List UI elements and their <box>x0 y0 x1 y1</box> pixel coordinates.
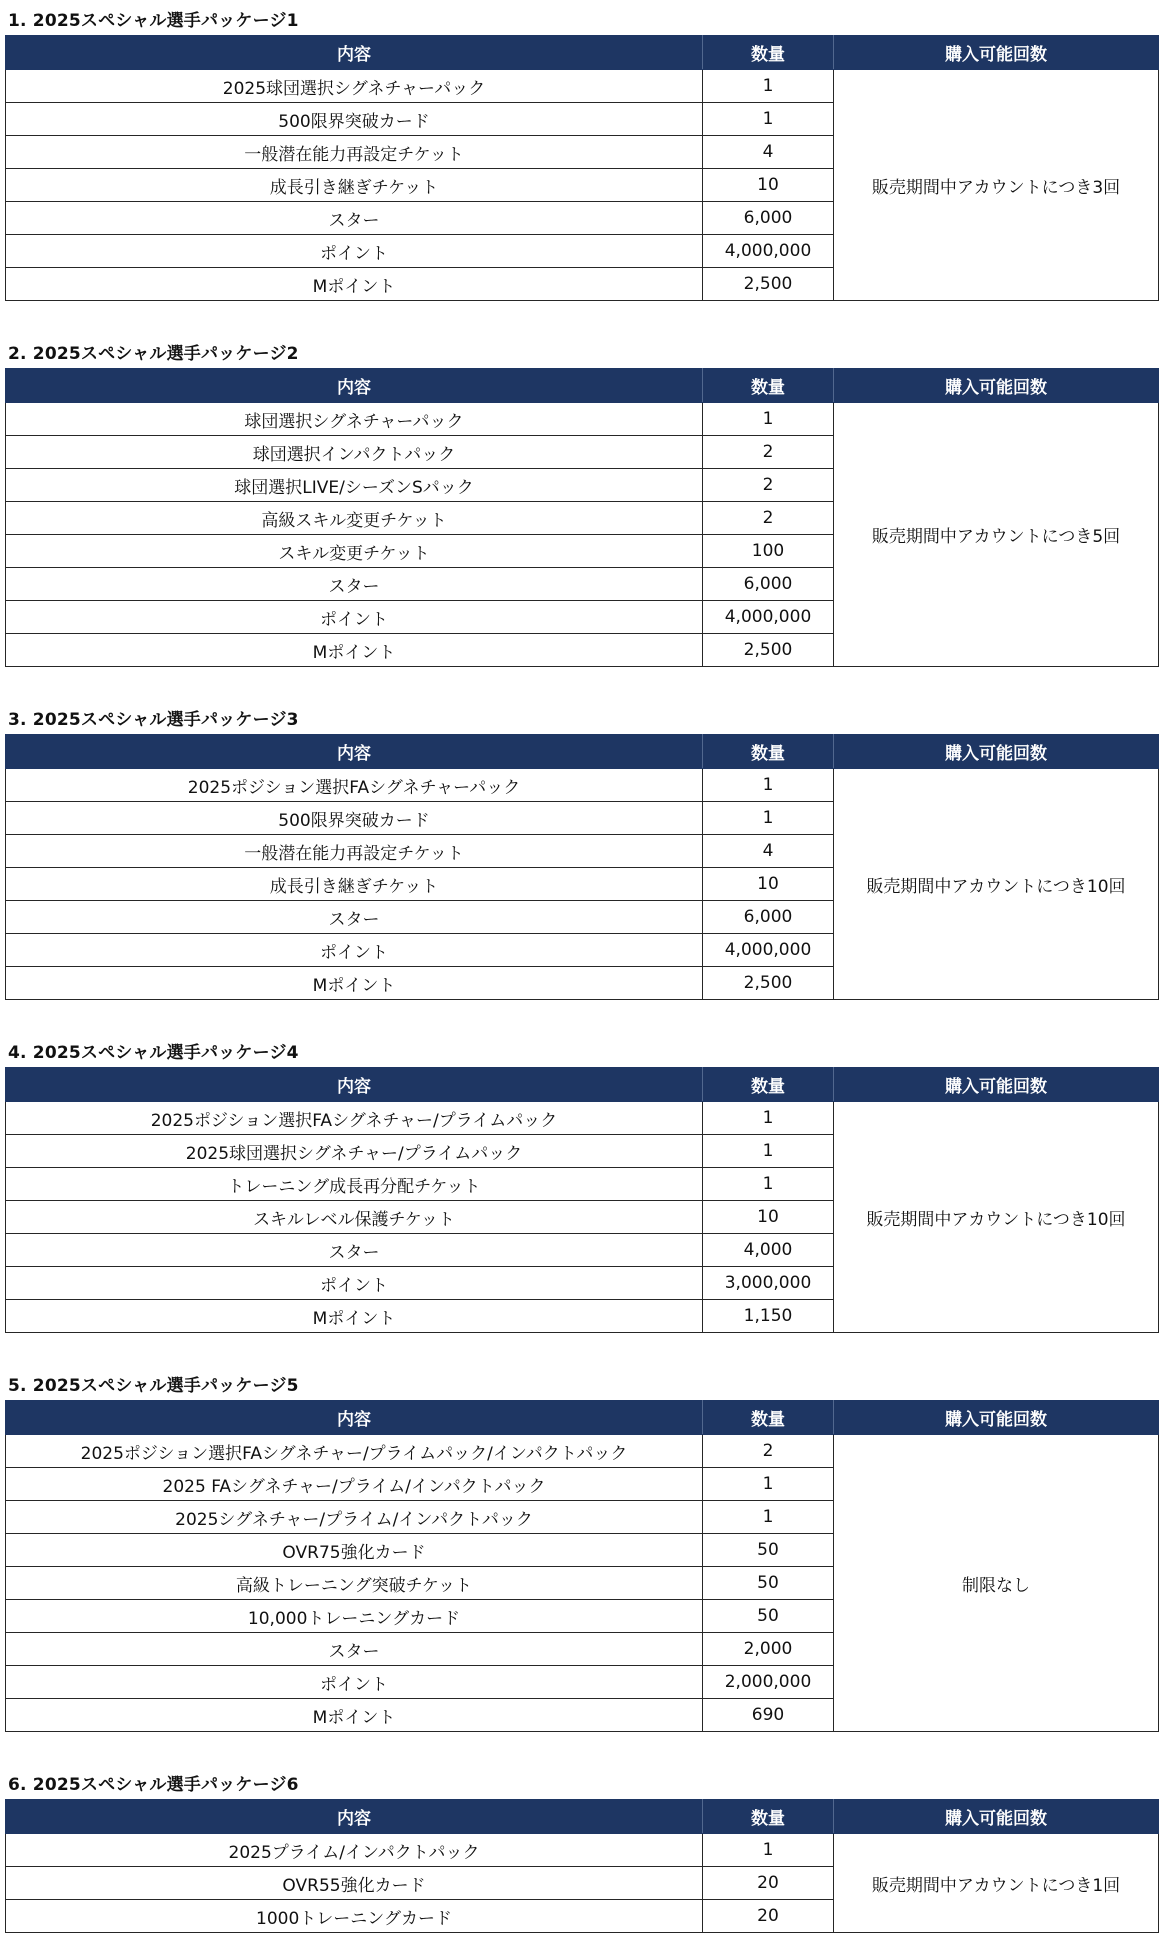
item-quantity: 4,000,000 <box>703 934 834 967</box>
item-name: 球団選択インパクトパック <box>6 436 703 469</box>
package-table <box>5 35 1159 301</box>
item-quantity: 6,000 <box>703 901 834 934</box>
item-quantity: 100 <box>703 535 834 568</box>
item-name: Mポイント <box>6 634 703 667</box>
header-content: 内容 <box>6 36 703 70</box>
item-name: ポイント <box>6 1666 703 1699</box>
item-quantity: 4,000,000 <box>703 235 834 268</box>
item-name: 成長引き継ぎチケット <box>6 868 703 901</box>
header-content: 内容 <box>6 735 703 769</box>
item-name: ポイント <box>6 601 703 634</box>
item-quantity: 4 <box>703 136 834 169</box>
header-quantity: 数量 <box>703 1401 834 1435</box>
item-quantity: 2 <box>703 1435 834 1468</box>
item-name: 2025ポジション選択FAシグネチャー/プライムパック/インパクトパック <box>6 1435 703 1468</box>
header-quantity: 数量 <box>703 36 834 70</box>
item-name: ポイント <box>6 235 703 268</box>
item-name: 高級スキル変更チケット <box>6 502 703 535</box>
table-header-row <box>6 1401 1159 1435</box>
package-title: 3. 2025スペシャル選手パッケージ3 <box>8 710 299 730</box>
item-quantity: 1 <box>703 403 834 436</box>
header-limit: 購入可能回数 <box>834 735 1159 769</box>
item-quantity: 1 <box>703 1834 834 1867</box>
table-header-row <box>6 1800 1159 1834</box>
header-content: 内容 <box>6 1800 703 1834</box>
item-quantity: 2 <box>703 469 834 502</box>
item-name: 球団選択シグネチャーパック <box>6 403 703 436</box>
item-name: Mポイント <box>6 1699 703 1732</box>
package-table <box>5 1799 1159 1933</box>
purchase-limit: 販売期間中アカウントにつき10回 <box>834 769 1159 1000</box>
item-name: スター <box>6 202 703 235</box>
item-name: 一般潜在能力再設定チケット <box>6 136 703 169</box>
item-quantity: 10 <box>703 1201 834 1234</box>
table-row <box>6 403 1159 436</box>
item-quantity: 4,000,000 <box>703 601 834 634</box>
item-quantity: 50 <box>703 1567 834 1600</box>
item-name: Mポイント <box>6 268 703 301</box>
header-content: 内容 <box>6 1401 703 1435</box>
item-name: スキルレベル保護チケット <box>6 1201 703 1234</box>
item-name: 2025球団選択シグネチャー/プライムパック <box>6 1135 703 1168</box>
item-name: 成長引き継ぎチケット <box>6 169 703 202</box>
table-header-row <box>6 36 1159 70</box>
item-name: 2025球団選択シグネチャーパック <box>6 70 703 103</box>
table-row <box>6 1102 1159 1135</box>
item-name: 1000トレーニングカード <box>6 1900 703 1933</box>
item-name: 2025シグネチャー/プライム/インパクトパック <box>6 1501 703 1534</box>
purchase-limit: 販売期間中アカウントにつき10回 <box>834 1102 1159 1333</box>
item-name: スター <box>6 1234 703 1267</box>
table-row <box>6 769 1159 802</box>
table-row <box>6 70 1159 103</box>
item-quantity: 2 <box>703 436 834 469</box>
item-name: スター <box>6 1633 703 1666</box>
item-name: OVR75強化カード <box>6 1534 703 1567</box>
item-name: OVR55強化カード <box>6 1867 703 1900</box>
item-quantity: 20 <box>703 1867 834 1900</box>
header-limit: 購入可能回数 <box>834 1068 1159 1102</box>
purchase-limit: 販売期間中アカウントにつき3回 <box>834 70 1159 301</box>
header-content: 内容 <box>6 1068 703 1102</box>
item-name: 一般潜在能力再設定チケット <box>6 835 703 868</box>
item-name: 2025プライム/インパクトパック <box>6 1834 703 1867</box>
item-name: トレーニング成長再分配チケット <box>6 1168 703 1201</box>
header-limit: 購入可能回数 <box>834 1401 1159 1435</box>
item-quantity: 2,000 <box>703 1633 834 1666</box>
item-name: スキル変更チケット <box>6 535 703 568</box>
item-quantity: 1 <box>703 769 834 802</box>
item-quantity: 10 <box>703 169 834 202</box>
item-name: スター <box>6 568 703 601</box>
header-quantity: 数量 <box>703 1800 834 1834</box>
header-quantity: 数量 <box>703 369 834 403</box>
package-title: 1. 2025スペシャル選手パッケージ1 <box>8 11 299 31</box>
item-quantity: 1 <box>703 802 834 835</box>
item-name: スター <box>6 901 703 934</box>
header-limit: 購入可能回数 <box>834 369 1159 403</box>
item-quantity: 2,500 <box>703 967 834 1000</box>
item-quantity: 20 <box>703 1900 834 1933</box>
item-quantity: 1 <box>703 103 834 136</box>
item-name: 500限界突破カード <box>6 802 703 835</box>
table-header-row <box>6 735 1159 769</box>
package-title: 6. 2025スペシャル選手パッケージ6 <box>8 1775 299 1795</box>
item-name: 球団選択LIVE/シーズンSパック <box>6 469 703 502</box>
item-quantity: 2,500 <box>703 268 834 301</box>
package-title: 4. 2025スペシャル選手パッケージ4 <box>8 1043 299 1063</box>
header-limit: 購入可能回数 <box>834 1800 1159 1834</box>
item-name: 2025ポジション選択FAシグネチャー/プライムパック <box>6 1102 703 1135</box>
item-quantity: 4,000 <box>703 1234 834 1267</box>
item-quantity: 2 <box>703 502 834 535</box>
item-quantity: 1 <box>703 1102 834 1135</box>
item-quantity: 6,000 <box>703 202 834 235</box>
package-table <box>5 1067 1159 1333</box>
item-name: 10,000トレーニングカード <box>6 1600 703 1633</box>
item-quantity: 50 <box>703 1600 834 1633</box>
item-name: ポイント <box>6 934 703 967</box>
item-name: 高級トレーニング突破チケット <box>6 1567 703 1600</box>
item-quantity: 50 <box>703 1534 834 1567</box>
header-quantity: 数量 <box>703 1068 834 1102</box>
item-quantity: 10 <box>703 868 834 901</box>
header-quantity: 数量 <box>703 735 834 769</box>
package-table <box>5 368 1159 667</box>
item-quantity: 1 <box>703 1135 834 1168</box>
item-quantity: 2,500 <box>703 634 834 667</box>
item-quantity: 1 <box>703 70 834 103</box>
item-quantity: 1,150 <box>703 1300 834 1333</box>
item-quantity: 3,000,000 <box>703 1267 834 1300</box>
package-title: 5. 2025スペシャル選手パッケージ5 <box>8 1376 299 1396</box>
item-quantity: 2,000,000 <box>703 1666 834 1699</box>
package-table <box>5 734 1159 1000</box>
item-quantity: 690 <box>703 1699 834 1732</box>
item-name: 2025ポジション選択FAシグネチャーパック <box>6 769 703 802</box>
header-limit: 購入可能回数 <box>834 36 1159 70</box>
purchase-limit: 制限なし <box>834 1435 1159 1732</box>
item-quantity: 6,000 <box>703 568 834 601</box>
item-quantity: 1 <box>703 1501 834 1534</box>
package-title: 2. 2025スペシャル選手パッケージ2 <box>8 344 299 364</box>
item-name: Mポイント <box>6 967 703 1000</box>
item-name: 2025 FAシグネチャー/プライム/インパクトパック <box>6 1468 703 1501</box>
item-quantity: 4 <box>703 835 834 868</box>
header-content: 内容 <box>6 369 703 403</box>
table-header-row <box>6 369 1159 403</box>
purchase-limit: 販売期間中アカウントにつき5回 <box>834 403 1159 667</box>
item-quantity: 1 <box>703 1468 834 1501</box>
item-name: Mポイント <box>6 1300 703 1333</box>
item-name: 500限界突破カード <box>6 103 703 136</box>
item-name: ポイント <box>6 1267 703 1300</box>
purchase-limit: 販売期間中アカウントにつき1回 <box>834 1834 1159 1933</box>
table-row <box>6 1834 1159 1867</box>
package-table <box>5 1400 1159 1732</box>
item-quantity: 1 <box>703 1168 834 1201</box>
table-row <box>6 1435 1159 1468</box>
table-header-row <box>6 1068 1159 1102</box>
